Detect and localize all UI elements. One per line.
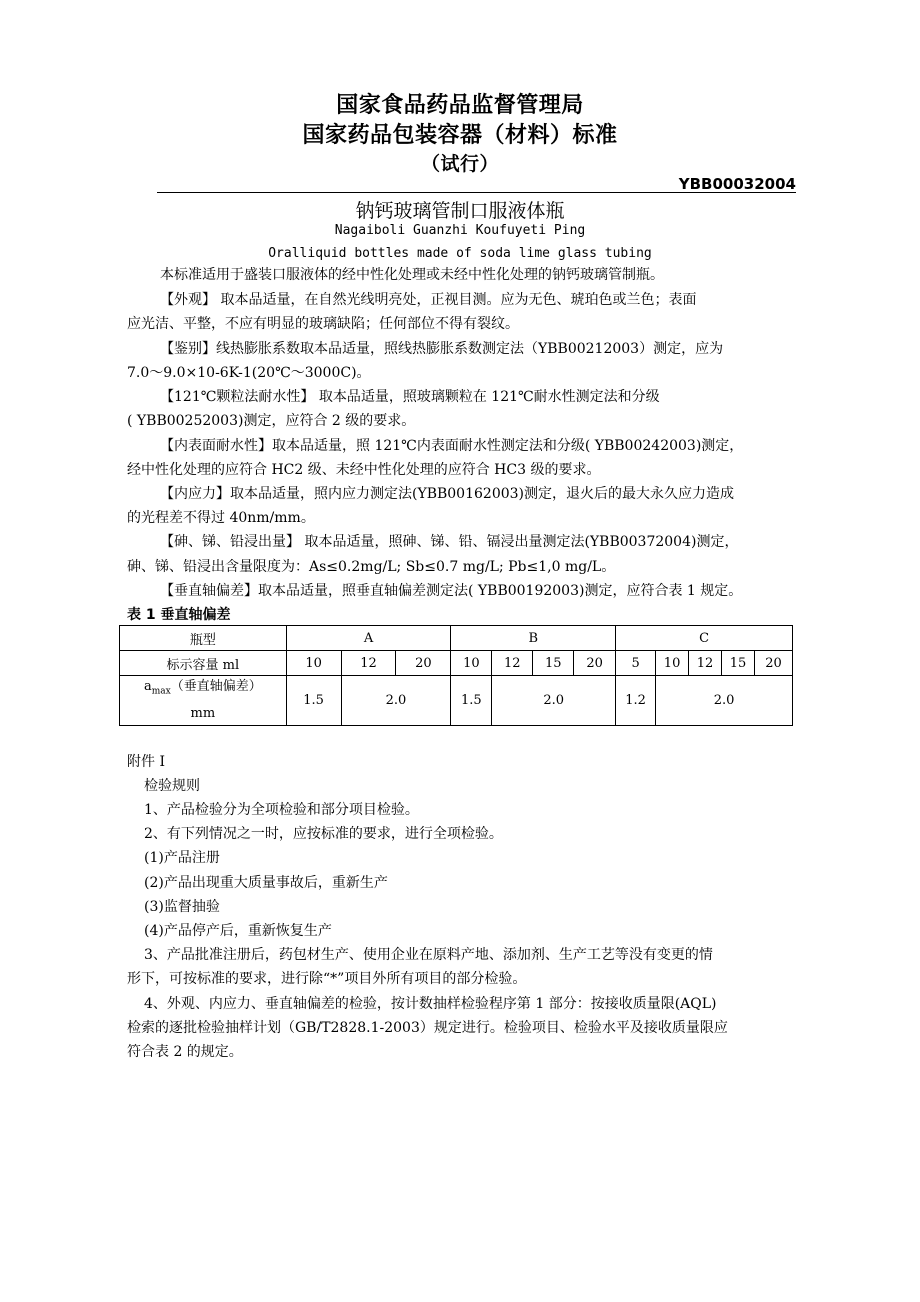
table-row: [120, 626, 793, 651]
group-c: C: [616, 626, 793, 651]
group-a: A: [286, 626, 451, 651]
table-row: [120, 676, 793, 726]
identification-line-1: 【鉴别】线热膨胀系数取本品适量，照线热膨胀系数测定法（YBB00212003）测定，应为: [160, 341, 724, 357]
amax-label: （垂直轴偏差）: [170, 679, 262, 694]
cap-c-1: 5: [616, 651, 656, 676]
annex-item-2: 2、有下列情况之一时，应按标准的要求，进行全项检验。: [144, 826, 503, 842]
annex-item-4-line-1: 4、外观、内应力、垂直轴偏差的检验，按计数抽样检验程序第 1 部分：按接收质量限(AQL): [144, 996, 717, 1012]
val-b-10: 1.5: [451, 676, 492, 726]
annex-sub-2: (2)产品出现重大质量事故后，重新生产: [144, 875, 388, 891]
annex-item-4-line-2: 检索的逐批检验抽样计划（GB/T2828.1-2003）规定进行。检验项目、检验水平及接收质量限应: [127, 1020, 728, 1036]
val-a-10: 1.5: [286, 676, 341, 726]
amax-unit: mm: [190, 705, 216, 721]
cap-c-2: 10: [656, 651, 689, 676]
identification-line-2: 7.0～9.0×10-6K-1(20℃～3000C)。: [127, 365, 371, 381]
cap-a-1: 10: [286, 651, 341, 676]
annex-sub-3: (3)监督抽验: [144, 899, 220, 915]
capacity-header: 标示容量 ml: [120, 651, 287, 676]
type-header: 瓶型: [120, 626, 287, 651]
cap-b-3: 15: [533, 651, 574, 676]
annex-item-3-line-2: 形下，可按标准的要求，进行除“*”项目外所有项目的部分检验。: [127, 971, 527, 987]
annex-label: 附件 I: [127, 754, 165, 770]
group-b: B: [451, 626, 616, 651]
leach-line-1: 【砷、锑、铅浸出量】 取本品适量，照砷、锑、铅、镉浸出量测定法(YBB00372004)测定，: [160, 534, 739, 550]
stress-line-2: 的光程差不得过 40nm/mm。: [127, 510, 315, 526]
annex-item-3-line-1: 3、产品批准注册后，药包材生产、使用企业在原料产地、添加剂、生产工艺等没有变更的情: [144, 947, 713, 963]
axis-deviation-text: 【垂直轴偏差】取本品适量，照垂直轴偏差测定法( YBB00192003)测定，应符合表 1 规定。: [160, 583, 743, 599]
val-c-5: 1.2: [616, 676, 656, 726]
product-title-pinyin: Nagaiboli Guanzhi Koufuyeti Ping: [334, 223, 586, 238]
amax-subscript: max: [151, 686, 171, 697]
header-line-2: 国家药品包装容器（材料）标准: [302, 123, 618, 148]
cap-a-2: 12: [341, 651, 396, 676]
surface-line-2: 经中性化处理的应符合 HC2 级、未经中性化处理的应符合 HC3 级的要求。: [127, 462, 601, 478]
amax-header: [120, 676, 287, 726]
cap-b-2: 12: [492, 651, 533, 676]
annex-sub-1: (1)产品注册: [144, 850, 220, 866]
cap-b-4: 20: [574, 651, 616, 676]
scope-text: 本标准适用于盛装口服液体的经中性化处理或未经中性化处理的钠钙玻璃管制瓶。: [160, 267, 664, 283]
product-title-en: Oralliquid bottles made of soda lime glass tubing: [268, 246, 652, 261]
table-caption: 表 1 垂直轴偏差: [127, 607, 231, 623]
appearance-line-2: 应光洁、平整，不应有明显的玻璃缺陷；任何部位不得有裂纹。: [127, 316, 519, 332]
appearance-line-1: 【外观】 取本品适量，在自然光线明亮处，正视目测。应为无色、琥珀色或兰色；表面: [160, 292, 697, 308]
val-c-rest: 2.0: [656, 676, 793, 726]
amax-symbol: a: [143, 679, 152, 694]
annex-title: 检验规则: [144, 778, 200, 794]
cap-c-4: 15: [722, 651, 755, 676]
axis-deviation-table: [119, 625, 793, 726]
annex-item-4-line-3: 符合表 2 的规定。: [127, 1044, 243, 1060]
annex-item-1: 1、产品检验分为全项检验和部分项目检验。: [144, 802, 419, 818]
leach-line-2: 砷、锑、铅浸出含量限度为：As≤0.2mg/L; Sb≤0.7 mg/L; Pb≤1,0 mg/L。: [127, 559, 616, 575]
val-a-rest: 2.0: [341, 676, 451, 726]
grain-line-2: ( YBB00252003)测定，应符合 2 级的要求。: [127, 413, 416, 429]
annex-sub-4: (4)产品停产后，重新恢复生产: [144, 923, 332, 939]
product-title-cn: 钠钙玻璃管制口服液体瓶: [355, 200, 565, 222]
header-line-1: 国家食品药品监督管理局: [336, 93, 584, 118]
header-line-3: （试行）: [420, 153, 499, 175]
stress-line-1: 【内应力】取本品适量，照内应力测定法(YBB00162003)测定，退火后的最大永久应力造成: [160, 486, 734, 502]
cap-c-3: 12: [689, 651, 722, 676]
val-b-rest: 2.0: [492, 676, 616, 726]
cap-a-3: 20: [396, 651, 451, 676]
header-divider: [157, 192, 796, 193]
table-row: [120, 651, 793, 676]
cap-c-5: 20: [754, 651, 792, 676]
grain-line-1: 【121℃颗粒法耐水性】 取本品适量，照玻璃颗粒在 121℃耐水性测定法和分级: [160, 389, 660, 405]
standard-code: YBB00032004: [678, 175, 796, 193]
surface-line-1: 【内表面耐水性】取本品适量，照 121℃内表面耐水性测定法和分级( YBB00242003)测定，: [160, 438, 744, 454]
cap-b-1: 10: [451, 651, 492, 676]
